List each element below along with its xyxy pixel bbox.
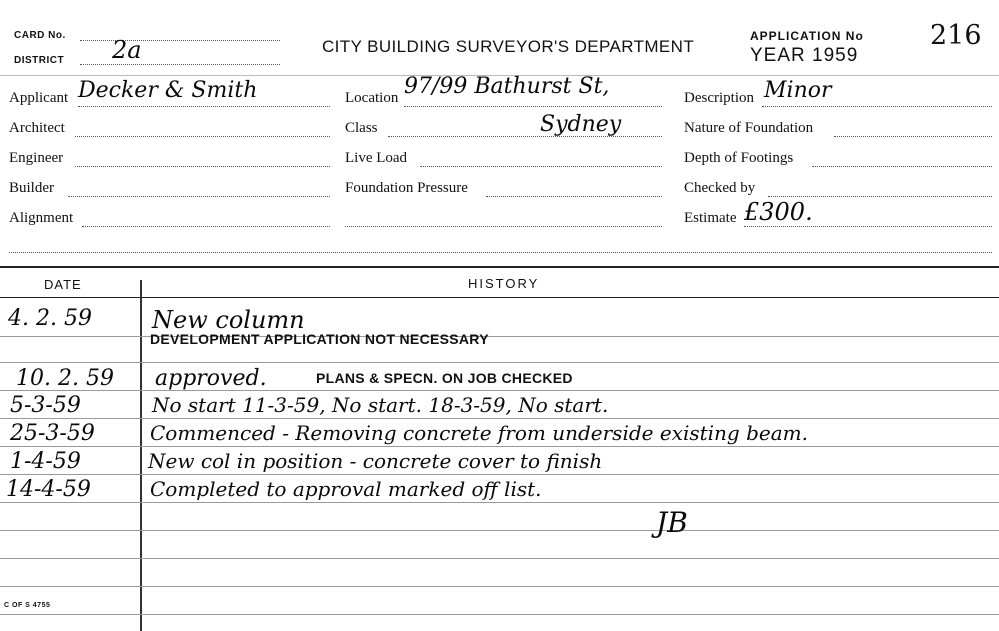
entry-6-text: Completed to approval marked off list. [150,477,542,501]
applicant-label: Applicant [9,90,69,106]
application-no-label: APPLICATION No [750,29,864,43]
district-value: 2a [112,36,142,64]
application-number: 216 [930,20,982,51]
location-label: Location [345,90,399,106]
entry-3-date: 5-3-59 [10,393,81,418]
entry-4-text: Commenced - Removing concrete from underside existing beam. [150,421,808,445]
engineer-label: Engineer [9,150,64,166]
initials-signature: JB [656,506,688,539]
architect-label: Architect [9,120,65,136]
history-column-header: HISTORY [468,276,540,291]
district-label: DISTRICT [14,55,65,66]
estimate-value: £300. [744,198,813,226]
applicant-value: Decker & Smith [78,78,258,103]
builder-label: Builder [9,180,54,196]
entry-2-text: approved. [155,366,267,391]
nature-of-foundation-label: Nature of Foundation [684,120,814,136]
entry-1-stamp: DEVELOPMENT APPLICATION NOT NECESSARY [150,331,489,347]
year-label: YEAR 1959 [750,45,859,66]
entry-3-text: No start 11-3-59, No start. 18-3-59, No start. [152,393,609,417]
entry-6-date: 14-4-59 [6,477,91,502]
checked-by-label: Checked by [684,180,756,196]
location-value-2: Sydney [540,112,622,137]
card-no-label: CARD No. [14,30,66,41]
location-value: 97/99 Bathurst St, [404,74,610,99]
entry-1-date: 4. 2. 59 [8,306,92,331]
entry-1-text: New column [152,306,305,334]
department-title: CITY BUILDING SURVEYOR'S DEPARTMENT [322,37,695,56]
estimate-label: Estimate [684,210,737,226]
form-code: C OF S 4755 [4,602,51,609]
depth-of-footings-label: Depth of Footings [684,150,794,166]
date-column-header: DATE [44,277,82,292]
alignment-label: Alignment [9,210,74,226]
entry-5-text: New col in position - concrete cover to finish [148,449,603,473]
entry-2-stamp: PLANS & SPECN. ON JOB CHECKED [316,370,573,386]
class-label: Class [345,120,378,136]
entry-2-date: 10. 2. 59 [16,366,114,391]
description-value: Minor [764,78,832,103]
entry-5-date: 1-4-59 [10,449,81,474]
description-label: Description [684,90,754,106]
live-load-label: Live Load [345,150,408,166]
foundation-pressure-label: Foundation Pressure [345,180,468,196]
entry-4-date: 25-3-59 [10,421,95,446]
